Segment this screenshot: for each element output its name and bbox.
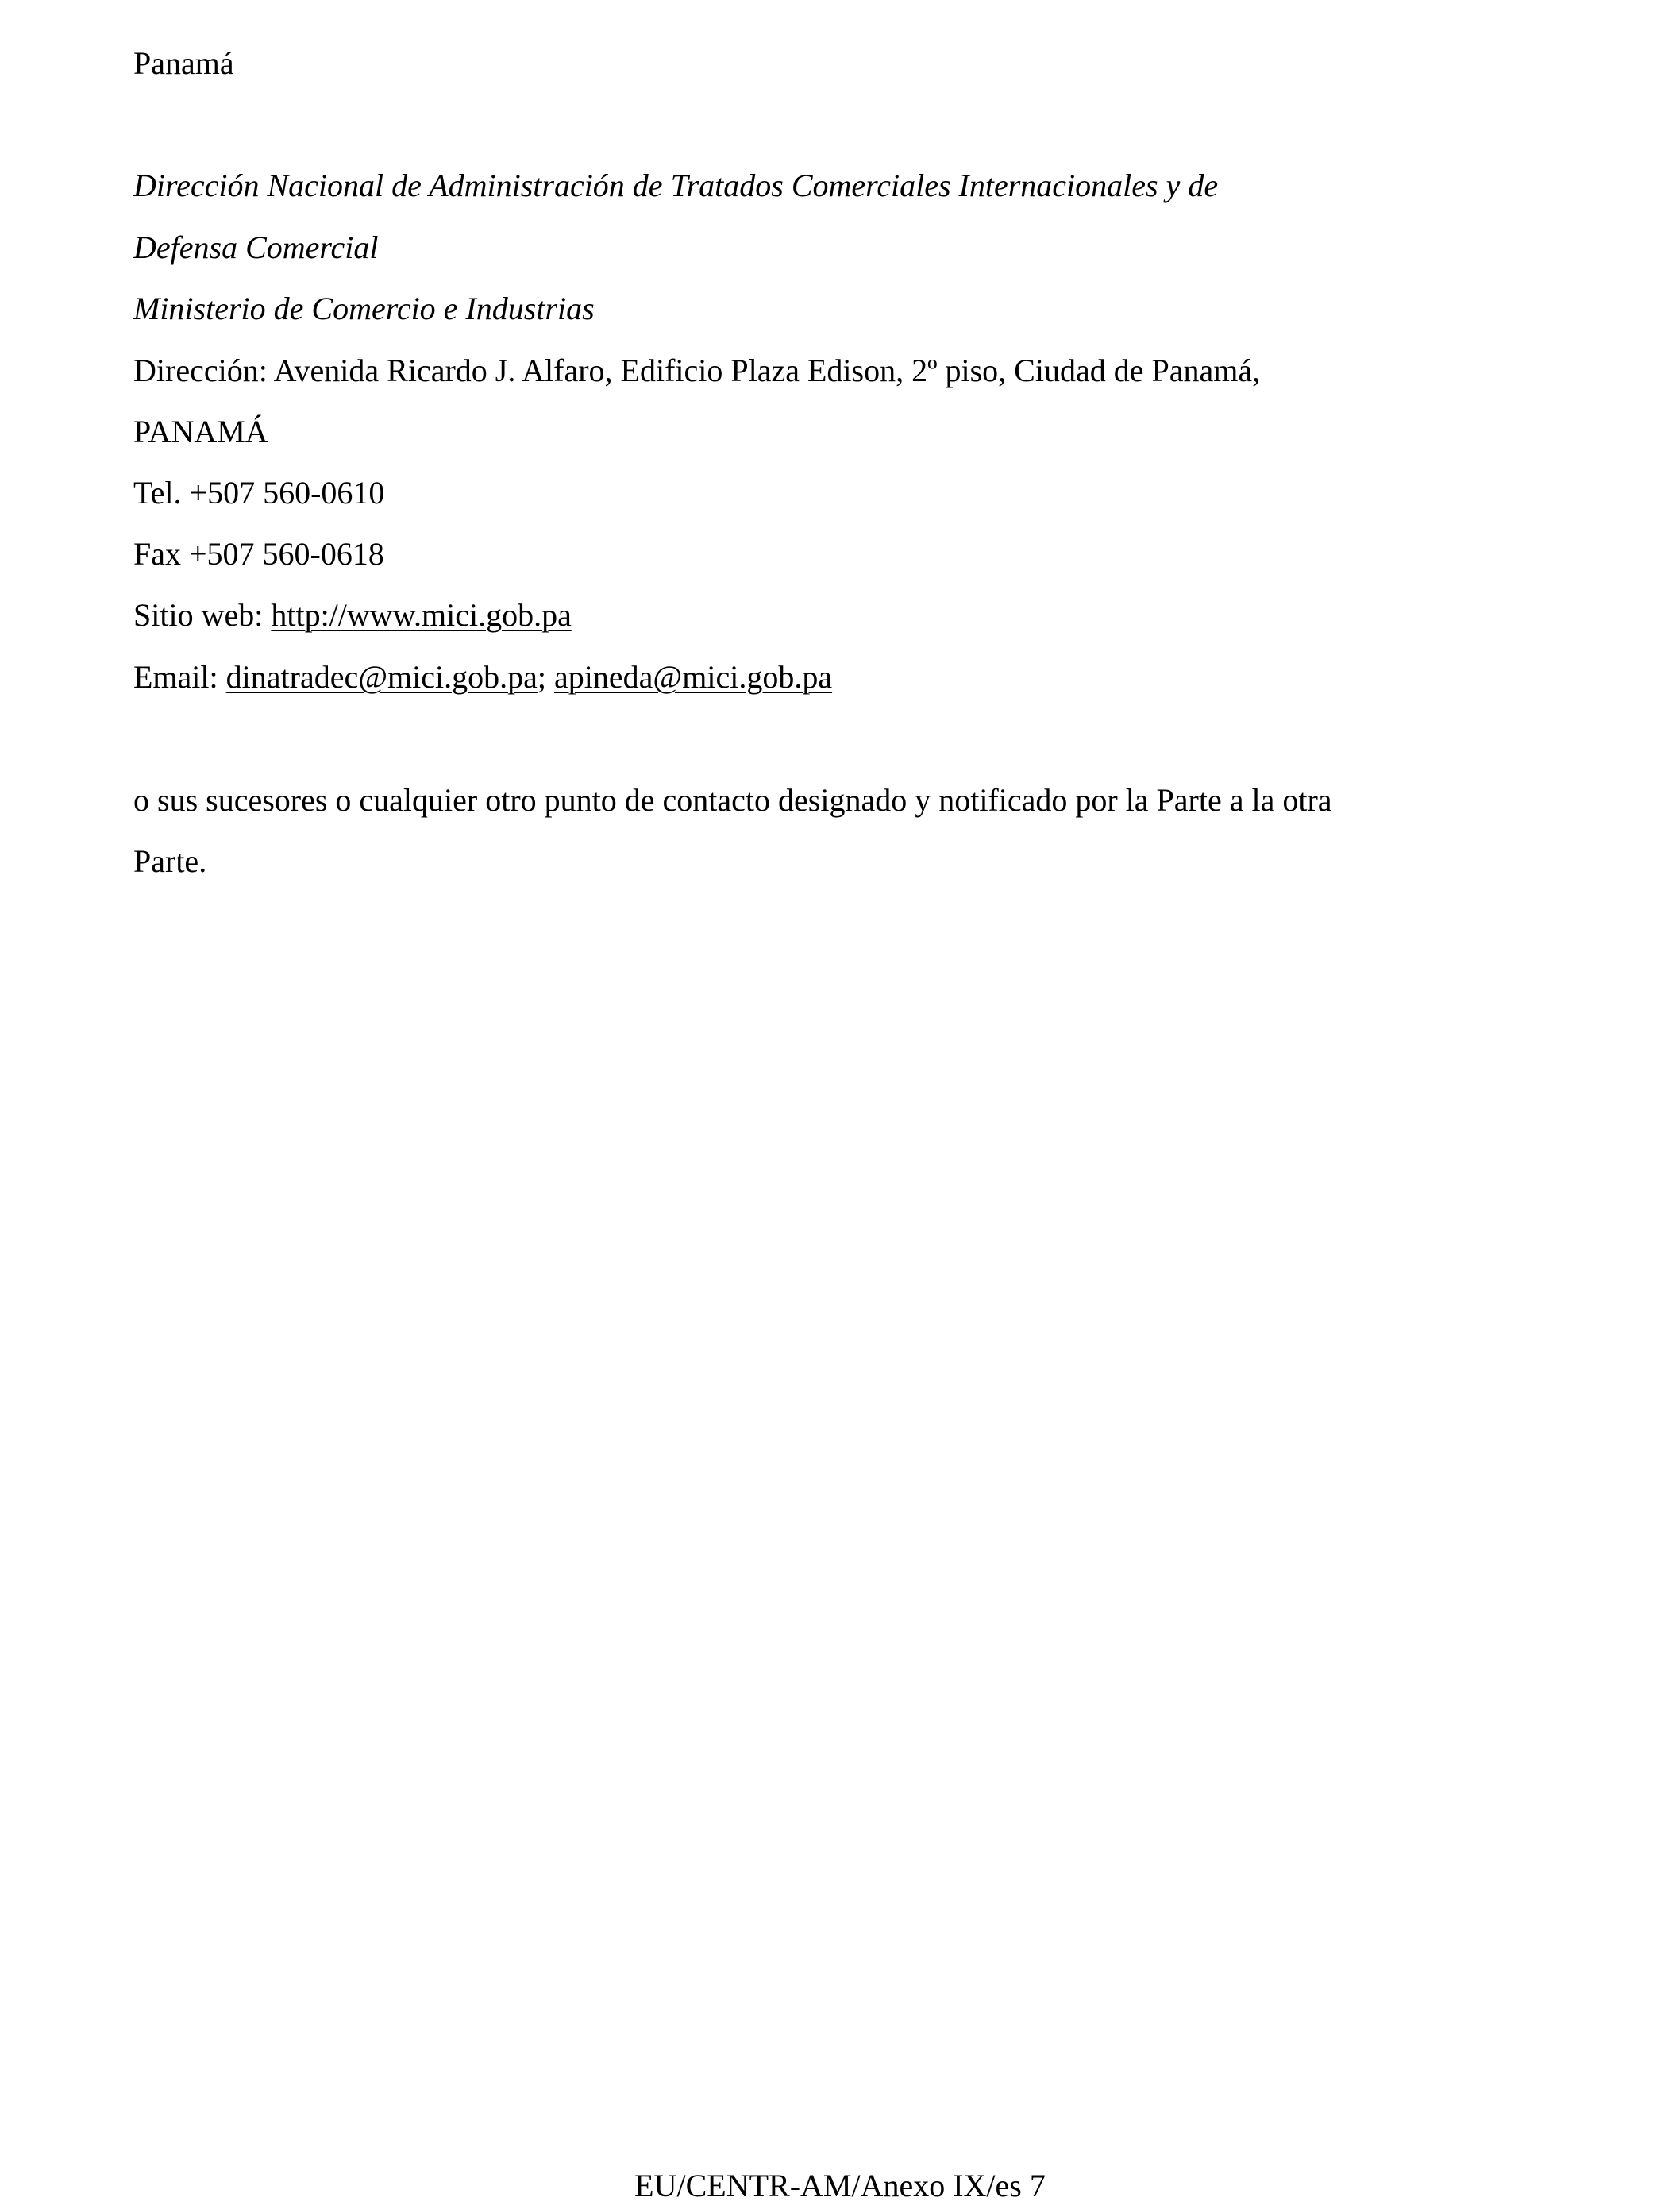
website-link[interactable]: http://www.mici.gob.pa (271, 597, 572, 633)
address-line1: Dirección: Avenida Ricardo J. Alfaro, Edificio Plaza Edison, 2º piso, Ciudad de Panamá, (133, 353, 1261, 388)
email-line (133, 658, 832, 696)
email-link-dinatradec[interactable]: dinatradec@mici.gob.pa (225, 659, 538, 695)
email-separator: ; (537, 659, 555, 695)
address-line2: PANAMÁ (133, 414, 268, 449)
website-line (133, 596, 572, 634)
email-label: Email: (133, 659, 226, 695)
fax: Fax +507 560-0618 (133, 536, 384, 572)
closing-line1: o sus sucesores o cualquier otro punto de contacto designado y notificado por la Parte a la otra (133, 782, 1332, 818)
telephone: Tel. +507 560-0610 (133, 475, 385, 511)
website-label: Sitio web: (133, 597, 272, 633)
closing-line2: Parte. (133, 843, 207, 879)
country-heading: Panamá (133, 45, 234, 81)
email-link-apineda[interactable]: apineda@mici.gob.pa (554, 659, 833, 695)
office-name-line2: Defensa Comercial (133, 229, 379, 265)
ministry-name: Ministerio de Comercio e Industrias (133, 291, 595, 326)
page-footer-reference: EU/CENTR-AM/Anexo IX/es 7 (634, 2168, 1046, 2203)
office-name-line1: Dirección Nacional de Administración de Tratados Comerciales Internacionales y de (133, 168, 1219, 203)
